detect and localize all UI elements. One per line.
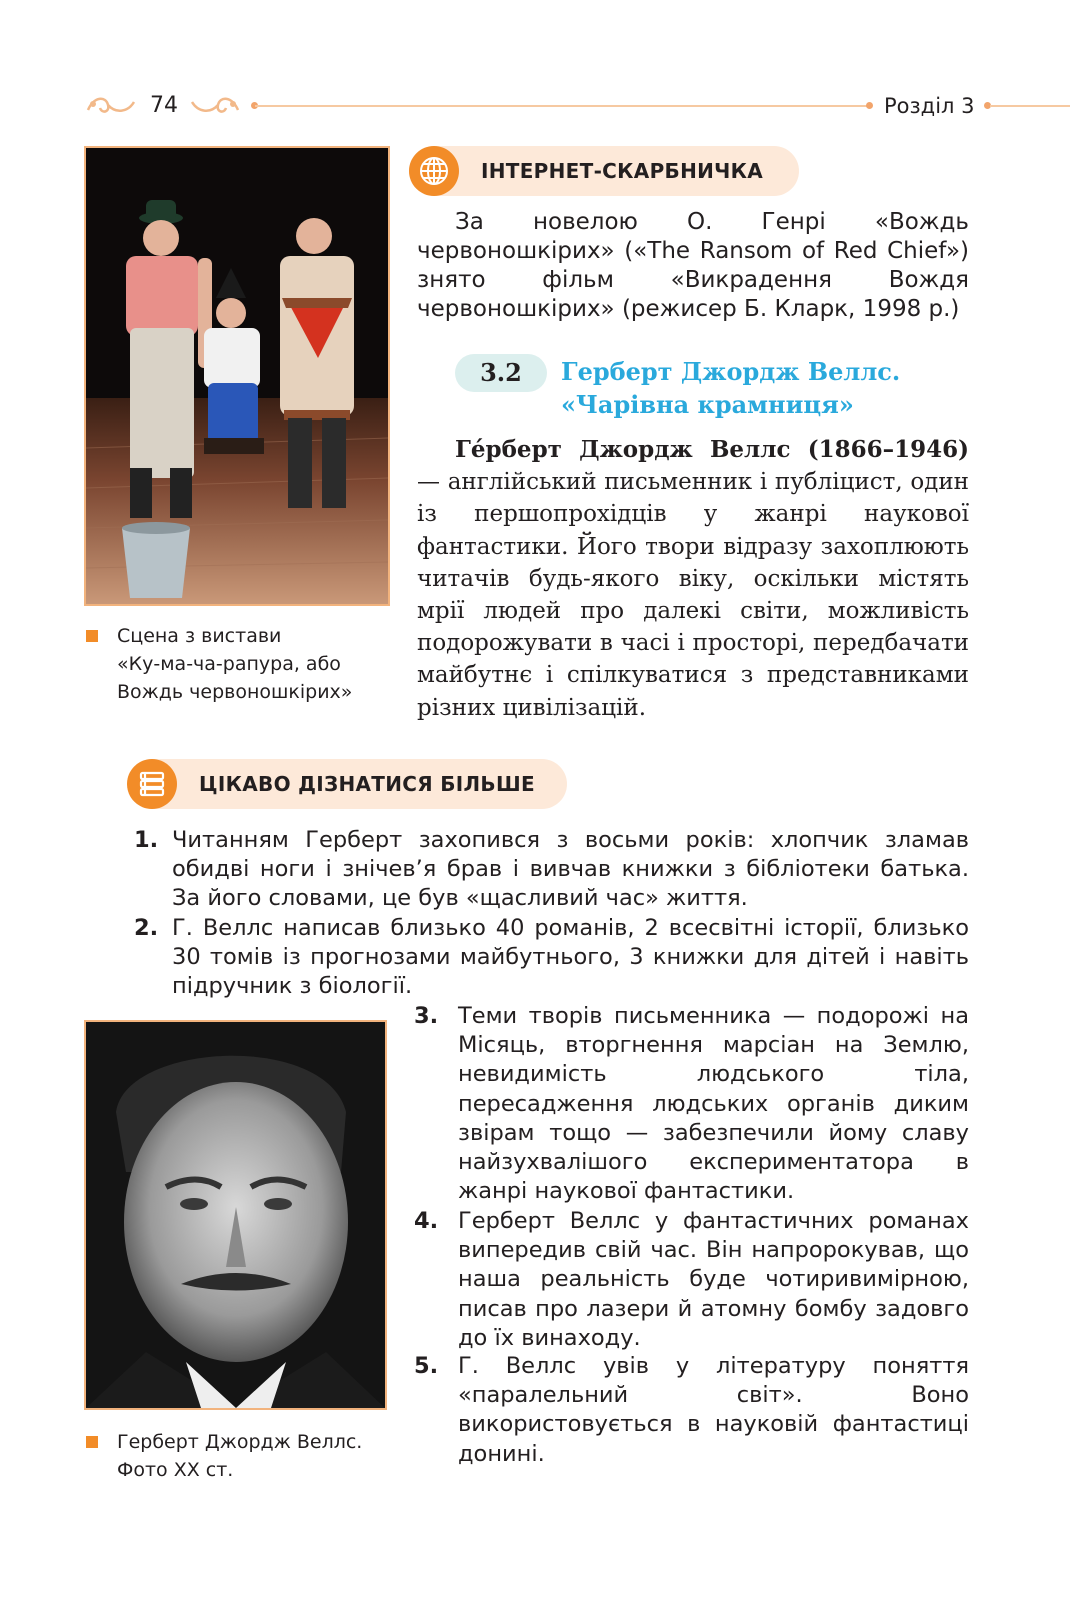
section-title-line: «Чарівна крамниця»	[561, 390, 854, 419]
header-dot	[866, 102, 873, 109]
bullet-square-icon	[86, 630, 98, 642]
facts-header	[127, 759, 567, 809]
header-rule	[990, 105, 1070, 107]
header-ornament-right	[190, 92, 242, 118]
facts-title: ЦІКАВО ДІЗНАТИСЯ БІЛЬШЕ	[199, 772, 535, 796]
books-icon	[127, 759, 177, 809]
list-item-number: 1.	[134, 827, 159, 853]
photo-caption-text: Сцена з вистави «Ку-ма-ча-рапура, або Вождь червоношкірих»	[117, 625, 353, 703]
section-number-badge: 3.2	[455, 354, 547, 392]
internet-treasury-title: ІНТЕРНЕТ-СКАРБНИЧКА	[481, 159, 764, 183]
list-item	[414, 1207, 969, 1353]
list-item	[414, 1002, 969, 1206]
list-item-number: 4.	[414, 1208, 439, 1234]
list-item	[134, 914, 969, 1002]
header-ornament-left	[84, 92, 136, 118]
internet-treasury-header	[409, 146, 799, 196]
list-item-text: Г. Веллс увів у літературу поняття «паралельний світ». Воно використовується в науковій фантастиці донині.	[458, 1353, 969, 1467]
list-item-number: 2.	[134, 915, 159, 941]
list-item-text: Читанням Герберт захопився з восьми років: хлопчик зламав обидві ноги і знічев’я брав і вивчав книжки з бібліотеки батька. За його словами, це був «щасливий час» життя.	[172, 827, 969, 912]
photo-caption	[86, 1428, 386, 1484]
photo-caption-text: Герберт Джордж Веллс. Фото XX ст.	[117, 1431, 363, 1481]
list-item-number: 3.	[414, 1003, 439, 1029]
internet-treasury-text: За новелою О. Генрі «Вождь червоношкірих» («The Ransom of Red Chief») знято фільм «Викрадення Вождя червоношкірих» (режисер Б. Кларк, 1998 р.)	[417, 209, 969, 322]
section-title	[561, 355, 900, 421]
globe-icon	[409, 146, 459, 196]
header-rule	[255, 105, 867, 107]
author-portrait-photo	[84, 1020, 387, 1410]
author-bio-text: — англійський письменник і публіцист, один із першопрохідців у жанрі наукової фантастики. Його твори відразу захоплюють читачів будь-якого віку, оскільки містять мрії людей про далекі світи, можливість подорожувати в часі і просторі, передбачати майбутнє і спілкуватися з представниками різних цивілізацій.	[417, 469, 969, 721]
list-item	[414, 1352, 969, 1469]
list-item-text: Теми творів письменника — подорожі на Місяць, вторгнення марсіан на Землю, невидимість людського тіла, пересадження людських органів диким звірам тощо — забезпечили йому славу найзухвалішого експериментатора в жанрі наукової фантастики.	[458, 1003, 969, 1205]
section-label: Розділ 3	[884, 94, 975, 118]
list-item-text: Герберт Веллс у фантастичних романах випередив свій час. Він напророкував, що наша реальність буде чотиривимірною, писав про лазери й атомну бомбу задовго до їх винаходу.	[458, 1208, 969, 1351]
photo-caption	[86, 622, 386, 706]
author-bio	[417, 434, 969, 724]
list-item	[134, 826, 969, 914]
theatre-scene-photo	[84, 146, 390, 606]
list-item-number: 5.	[414, 1353, 439, 1379]
page-number: 74	[150, 93, 178, 118]
section-title-line: Герберт Джордж Веллс.	[561, 357, 901, 386]
list-item-text: Г. Веллс написав близько 40 романів, 2 всесвітні історії, близько 30 томів із прогнозами майбутнього, 3 книжки для дітей і навіть підручник з біології.	[172, 915, 969, 1000]
bullet-square-icon	[86, 1436, 98, 1448]
author-name: Ге́рберт Джордж Веллс (1866–1946)	[455, 436, 969, 463]
